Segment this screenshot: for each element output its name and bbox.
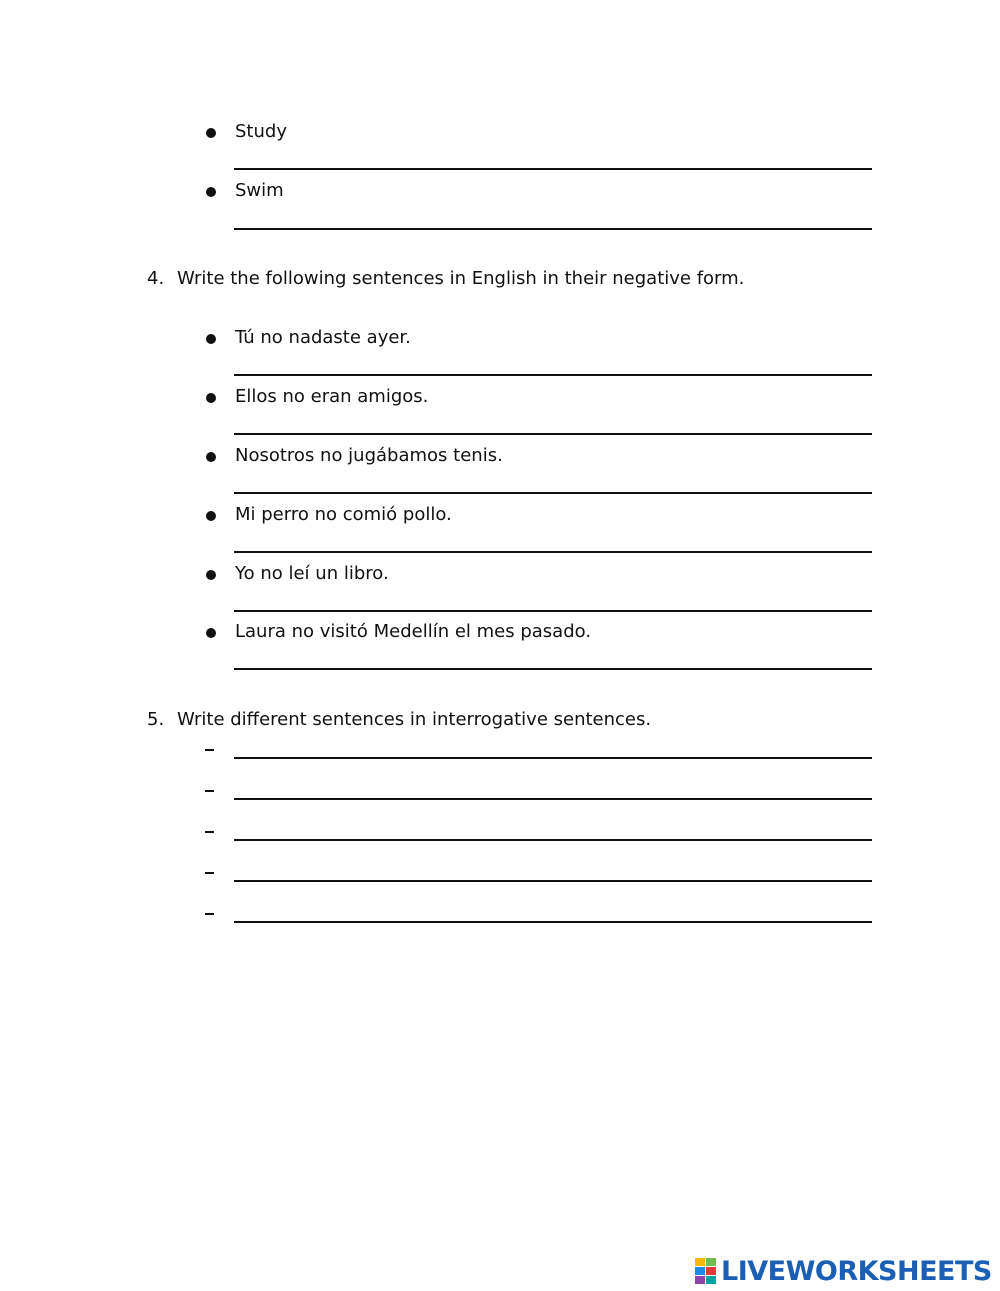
- q4-item: Yo no leí un libro.: [235, 563, 389, 584]
- item-study: Study: [235, 121, 287, 142]
- dash-icon: [205, 913, 214, 915]
- answer-line[interactable]: [234, 921, 872, 923]
- answer-line[interactable]: [234, 839, 872, 841]
- bullet-icon: [206, 334, 216, 344]
- bullet-icon: [206, 628, 216, 638]
- answer-line[interactable]: [234, 668, 872, 670]
- bullet-icon: [206, 511, 216, 521]
- dash-icon: [205, 749, 214, 751]
- dash-icon: [205, 872, 214, 874]
- answer-line[interactable]: [234, 228, 872, 230]
- answer-line[interactable]: [234, 798, 872, 800]
- q4-item: Nosotros no jugábamos tenis.: [235, 445, 503, 466]
- question-4-text: Write the following sentences in English in their negative form.: [177, 268, 745, 289]
- bullet-icon: [206, 187, 216, 197]
- bullet-icon: [206, 452, 216, 462]
- answer-line[interactable]: [234, 551, 872, 553]
- answer-line[interactable]: [234, 374, 872, 376]
- question-5-number: 5.: [147, 709, 165, 730]
- q4-item: Ellos no eran amigos.: [235, 386, 429, 407]
- bullet-icon: [206, 393, 216, 403]
- dash-icon: [205, 831, 214, 833]
- answer-line[interactable]: [234, 757, 872, 759]
- logo-text: LIVEWORKSHEETS: [721, 1255, 992, 1287]
- q4-item: Mi perro no comió pollo.: [235, 504, 452, 525]
- answer-line[interactable]: [234, 433, 872, 435]
- liveworksheets-logo: [695, 1256, 992, 1286]
- bullet-icon: [206, 128, 216, 138]
- bullet-icon: [206, 570, 216, 580]
- q4-item: Tú no nadaste ayer.: [235, 327, 411, 348]
- answer-line[interactable]: [234, 610, 872, 612]
- question-5-text: Write different sentences in interrogative sentences.: [177, 709, 652, 730]
- answer-line[interactable]: [234, 880, 872, 882]
- answer-line[interactable]: [234, 492, 872, 494]
- question-4-number: 4.: [147, 268, 165, 289]
- item-swim: Swim: [235, 180, 284, 201]
- liveworksheets-logo-icon: [695, 1258, 717, 1284]
- q4-item: Laura no visitó Medellín el mes pasado.: [235, 621, 592, 642]
- dash-icon: [205, 790, 214, 792]
- answer-line[interactable]: [234, 168, 872, 170]
